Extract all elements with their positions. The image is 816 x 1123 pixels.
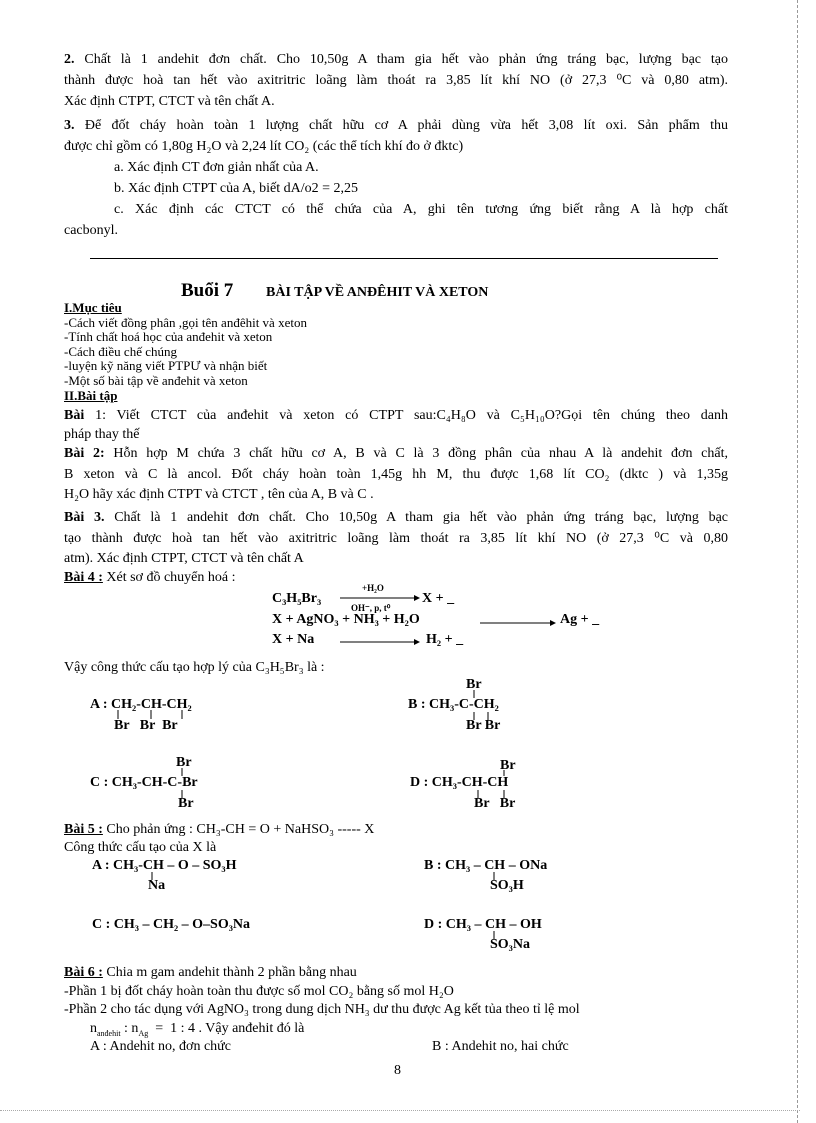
q3-line-1: 3. Để đốt cháy hoàn toàn 1 lượng chất hữu cơ A phải dùng vừa hết 3,08 lít oxi. Sản phẩm thu	[64, 118, 728, 133]
bai1-line-1: Bài 1: Viết CTCT của anđehit và xeton có CTPT sau:C₄H₈O và C₅H₁₀O?Gọi tên chúng theo danh	[64, 408, 728, 423]
bai3-line-1: Bài 3. Chất là 1 andehit đơn chất. Cho 10,50g A tham gia hết vào phản ứng tráng bạc, lượng bạc	[64, 510, 729, 525]
bai6-line-2: -Phần 1 bị đốt cháy hoàn toàn thu được số mol CO₂ bằng số mol H₂O	[64, 984, 454, 999]
bai6-ratio: $n_{anđehit}$ : $n_{Ag} = 1$ : 4 . Vậy anđehit đó là	[90, 1021, 305, 1038]
bai4-reaction-1-left: C₃H₅Br₃	[272, 591, 322, 606]
bai4-reaction-2-left: X + AgNO₃ + NH₃ + H₂O	[272, 612, 420, 627]
q3-part-c-line-2: cacbonyl.	[64, 223, 119, 238]
bai5-option-d-substituent: SO₃Na	[490, 937, 530, 952]
section-divider	[90, 258, 718, 259]
objective-item: -luyện kỹ năng viết PTPƯ và nhận biết	[64, 358, 268, 373]
bai2-line-1: Bài 2: Hỗn hợp M chứa 3 chất hữu cơ A, B và C là 3 đồng phân của nhau A là andehit đơn chất,	[64, 446, 729, 461]
q3-line-2: được chỉ gồm có 1,80g H₂O và 2,24 lít CO₂ (các thể tích khí đo ở đktc)	[64, 139, 464, 154]
bai5-option-d: D : CH₃ – CH – OH	[424, 917, 542, 932]
bai5-option-b: B : CH₃ – CH – ONa	[424, 858, 548, 873]
page-number: 8	[394, 1063, 401, 1078]
q2-line-3: Xác định CTPT, CTCT và tên chất A.	[64, 94, 275, 109]
bai4-arrow-2	[480, 617, 556, 627]
bai5-question: Công thức cấu tạo của X là	[64, 840, 217, 855]
bai3-line-2: tạo thành được hoà tan hết vào axitritric loãng làm thoát ra 3,85 lít khí NO (ở 27,3 ⁰C và 0,80	[64, 531, 728, 546]
bai2-line-3: H₂O hãy xác định CTPT và CTCT , tên của A, B và C .	[64, 487, 374, 502]
bai6-option-a: A : Andehit no, đơn chức	[90, 1039, 231, 1054]
bai4-option-c-top: Br	[176, 755, 192, 770]
exercises-heading: II.Bài tập	[64, 388, 118, 403]
bai4-option-c-substituents: Br	[178, 796, 194, 811]
q3-part-b: b. Xác định CTPT của A, biết dA/o2 = 2,25	[114, 181, 359, 196]
bai4-reaction-3-right: H₂ + _	[426, 632, 464, 647]
objective-item: -Cách điều chế chúng	[64, 344, 177, 359]
q3-part-c-line-1: c. Xác định các CTCT có thể chứa của A, ghi tên tương ứng biết rằng A là hợp chất	[114, 202, 728, 217]
bai5-option-a-substituent: Na	[148, 878, 166, 893]
bai4-option-b-substituents: Br Br	[466, 718, 501, 733]
bai4-option-d-substituents: Br Br	[474, 796, 516, 811]
bai5-option-c: C : CH₃ – CH₂ – O–SO₃Na	[92, 917, 251, 932]
bai5-reaction: Bài 5 : Cho phản ứng : CH₃-CH = O + NaHSO₃ ----- X	[64, 822, 375, 837]
q2-line-2: thành được hoà tan hết vào axitritric loãng làm thoát ra 3,85 lít khí NO (ở 27,3 ⁰C và 0,80 atm).	[64, 73, 728, 88]
q3-part-a: a. Xác định CT đơn giản nhất của A.	[114, 160, 319, 175]
bai4-option-a: A : CH₂-CH-CH₂	[90, 697, 192, 712]
bai4-arrow-1-under: OH⁻, p, t⁰	[351, 603, 391, 613]
bai4-arrow-3	[340, 636, 420, 646]
session-label: Buổi 7	[181, 280, 234, 301]
bai5-option-b-substituent: SO₃H	[490, 878, 524, 893]
bai5-option-a: A : CH₃-CH – O – SO₃H	[92, 858, 237, 873]
bai6-line-1: Bài 6 : Chia m gam andehit thành 2 phần bằng nhau	[64, 965, 357, 980]
bai2-line-2: B xeton và C là ancol. Đốt cháy hoàn toàn 1,45g hh M, thu được 1,68 lít CO₂ (dktc ) và 1,35g	[64, 467, 728, 482]
bai4-reaction-2-right: Ag + _	[560, 612, 600, 627]
q2-line-1: 2. Chất là 1 andehit đơn chất. Cho 10,50g A tham gia hết vào phản ứng tráng bạc, lượng bạc tạo	[64, 52, 728, 67]
bai4-option-a-substituents: Br Br Br	[114, 718, 178, 733]
bai4-reaction-1-right: X + _	[422, 591, 455, 606]
bai4-arrow-1-over: +H₂O	[362, 583, 384, 593]
bai4-option-c: C : CH₃-CH-C-Br	[90, 775, 198, 790]
section-title: BÀI TẬP VỀ ANĐÊHIT VÀ XETON	[266, 285, 489, 300]
bai4-intro: Bài 4 : Xét sơ đồ chuyển hoá :	[64, 570, 236, 585]
page-border-right	[797, 0, 798, 1123]
bai4-reaction-3-left: X + Na	[272, 632, 315, 647]
bai6-line-3: -Phần 2 cho tác dụng với AgNO₃ trong dung dịch NH₃ dư thu được Ag kết tủa theo tỉ lệ mol	[64, 1002, 580, 1017]
page-border-bottom	[0, 1110, 800, 1111]
bai3-line-3: atm). Xác định CTPT, CTCT và tên chất A	[64, 551, 304, 566]
objectives-heading: I.Mục tiêu	[64, 300, 122, 315]
bai4-option-b: B : CH₃-C-CH₂	[408, 697, 499, 712]
objective-item: -Một số bài tập về anđehit và xeton	[64, 373, 248, 388]
bai1-line-2: pháp thay thế	[64, 427, 140, 442]
bai4-option-b-top: Br	[466, 677, 482, 692]
bai4-question: Vậy công thức cấu tạo hợp lý của C₃H₅Br₃ là :	[64, 660, 325, 675]
bai4-option-d-top: Br	[500, 758, 516, 773]
objective-item: -Cách viết đồng phân ,gọi tên anđêhit và xeton	[64, 315, 307, 330]
bai4-option-d: D : CH₃-CH-CH	[410, 775, 509, 790]
objective-item: -Tính chất hoá học của anđehit và xeton	[64, 329, 273, 344]
bai6-option-b: B : Andehit no, hai chức	[432, 1039, 569, 1054]
